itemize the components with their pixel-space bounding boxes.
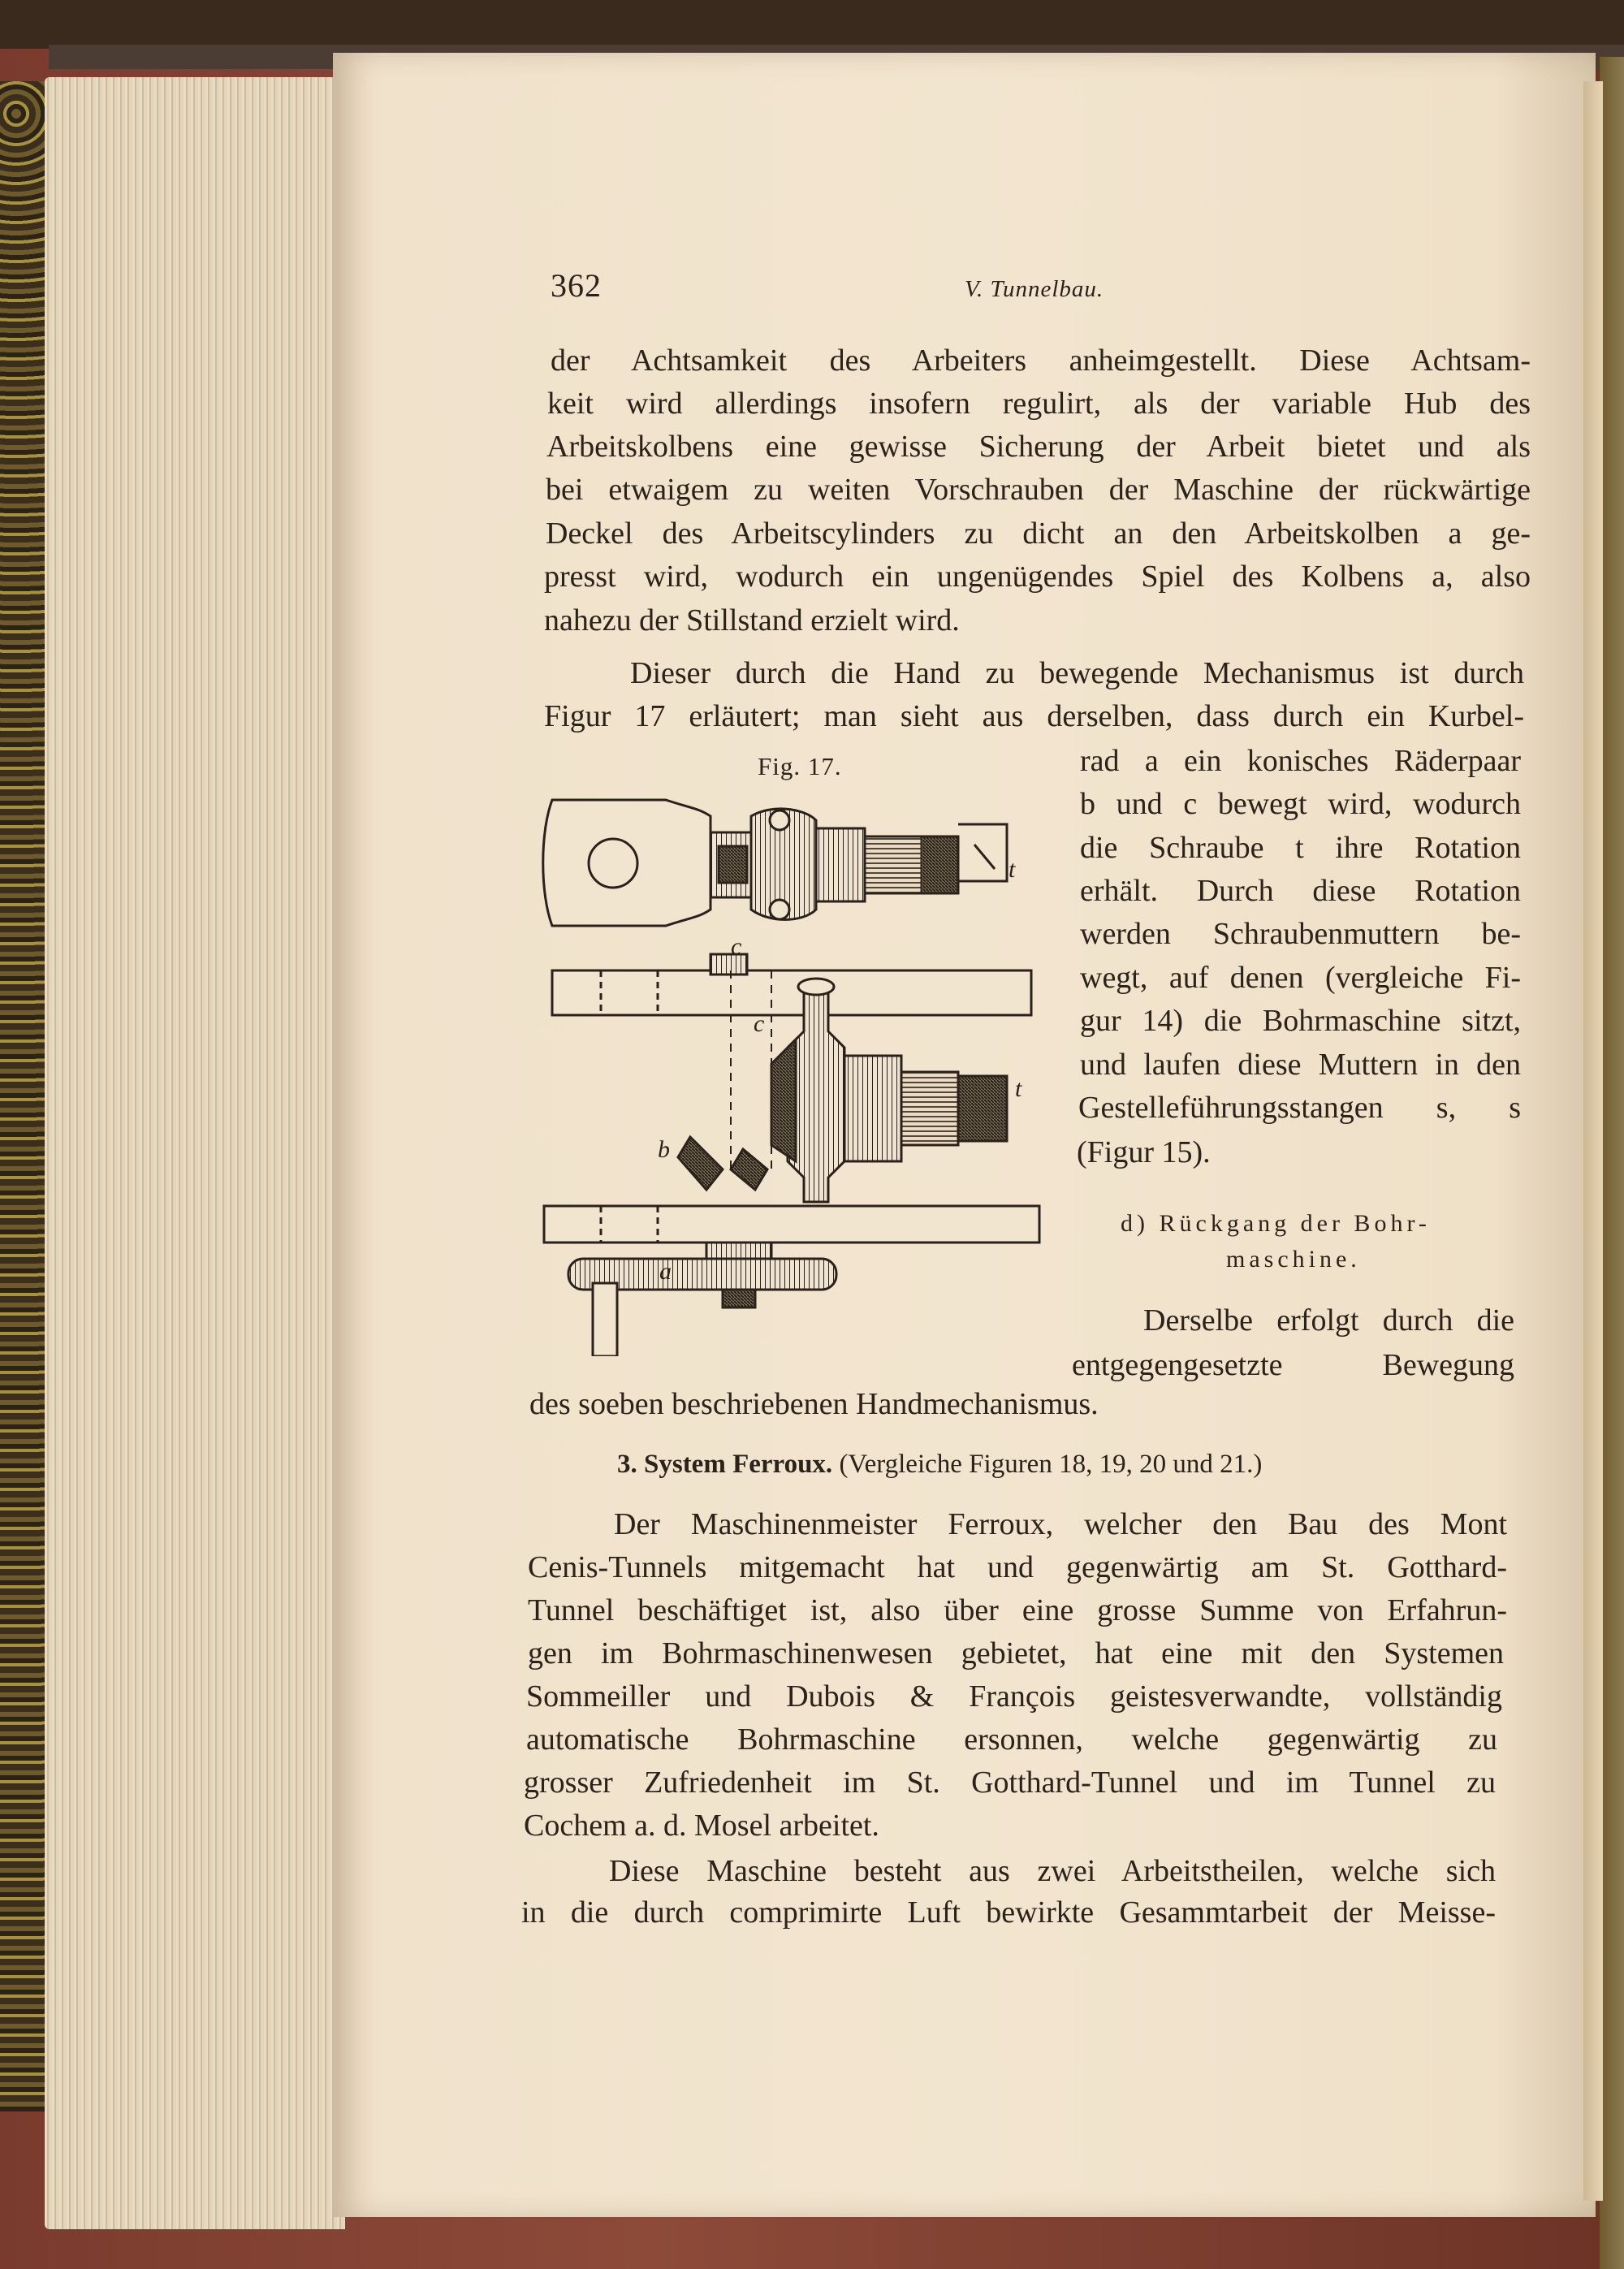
text-line: und laufen diese Muttern in den [1080, 1048, 1521, 1082]
marbled-binding [0, 81, 49, 2111]
top-view [543, 800, 1007, 926]
figure-17-illustration [536, 788, 1056, 1356]
section-heading [617, 1450, 1262, 1480]
page-stack [45, 77, 345, 2229]
section-title: System Ferroux. [644, 1450, 833, 1479]
text-line: (Figur 15). [1077, 1135, 1211, 1169]
text-line: Arbeitskolbens eine gewisse Sicherung der Arbeit bietet und als [546, 430, 1531, 464]
page-right-edge [1583, 81, 1603, 2201]
text-line: automatische Bohrmaschine ersonnen, welche gegenwärtig zu [526, 1722, 1497, 1757]
text-line: Diese Maschine besteht aus zwei Arbeitstheilen, welche sich [609, 1854, 1496, 1888]
text-line: in die durch comprimirte Luft bewirkte Gesammtarbeit der Meisse- [521, 1895, 1496, 1930]
text-line: gur 14) die Bohrmaschine sitzt, [1080, 1004, 1521, 1038]
text-line: Tunnel beschäftiget ist, also über eine grosse Summe von Erfahrun- [528, 1593, 1507, 1627]
text-line: nahezu der Stillstand erzielt wird. [544, 603, 960, 637]
cover-right-edge [1600, 57, 1624, 2269]
subsection-heading-line-1: d) Rückgang der Bohr- [1121, 1210, 1431, 1237]
text-line: Der Maschinenmeister Ferroux, welcher den Bau des Mont [614, 1507, 1507, 1541]
text-line: wegt, auf denen (vergleiche Fi- [1080, 961, 1521, 995]
text-line: Derselbe erfolgt durch die [1143, 1303, 1514, 1338]
text-line: der Achtsamkeit des Arbeiters anheimgestellt. Diese Achtsam- [551, 344, 1531, 378]
text-line: bei etwaigem zu weiten Vorschrauben der Maschine der rückwärtige [546, 473, 1531, 507]
section-number: 3. [617, 1450, 637, 1479]
text-line: Figur 17 erläutert; man sieht aus derselben, dass durch ein Kurbel- [544, 699, 1524, 733]
text-line: grosser Zufriedenheit im St. Gotthard-Tunnel und im Tunnel zu [524, 1765, 1496, 1800]
text-line: Cenis-Tunnels mitgemacht hat und gegenwärtig am St. Gotthard- [528, 1550, 1507, 1584]
text-line: werden Schraubenmuttern be- [1080, 917, 1521, 951]
page-number: 362 [551, 267, 602, 304]
side-view [544, 954, 1039, 1356]
text-line: rad a ein konisches Räderpaar [1080, 744, 1521, 778]
figure-caption: Fig. 17. [758, 752, 842, 780]
running-title: V. Tunnelbau. [965, 276, 1104, 302]
text-line: Sommeiller und Dubois & François geistesverwandte, vollständig [526, 1679, 1502, 1714]
label-c-top: c [731, 933, 742, 960]
text-line: Gestelleführungsstangen s, s [1078, 1091, 1521, 1125]
text-line: die Schraube t ihre Rotation [1080, 831, 1521, 865]
text-line: Deckel des Arbeitscylinders zu dicht an den Arbeitskolben a ge- [546, 516, 1531, 551]
label-c-mid: c [754, 1010, 765, 1037]
label-a: a [659, 1258, 672, 1285]
text-line: erhält. Durch diese Rotation [1080, 874, 1521, 908]
text-line: Dieser durch die Hand zu bewegende Mechanismus ist durch [630, 656, 1524, 690]
text-line: presst wird, wodurch ein ungenügendes Spiel des Kolbens a, also [544, 560, 1531, 594]
text-line: b und c bewegt wird, wodurch [1080, 787, 1521, 821]
section-note: (Vergleiche Figuren 18, 19, 20 und 21.) [839, 1450, 1263, 1479]
label-t-top: t [1009, 856, 1016, 883]
label-b: b [658, 1136, 670, 1163]
label-t-mid: t [1015, 1075, 1022, 1102]
subsection-heading-line-2: maschine. [1226, 1246, 1361, 1273]
text-line: Cochem a. d. Mosel arbeitet. [524, 1809, 879, 1843]
text-line: gen im Bohrmaschinenwesen gebietet, hat eine mit den Systemen [528, 1636, 1504, 1670]
text-line: keit wird allerdings insofern regulirt, als der variable Hub des [547, 387, 1531, 421]
text-line: entgegengesetzte Bewegung [1072, 1348, 1514, 1382]
text-line: des soeben beschriebenen Handmechanismus. [529, 1387, 1099, 1421]
